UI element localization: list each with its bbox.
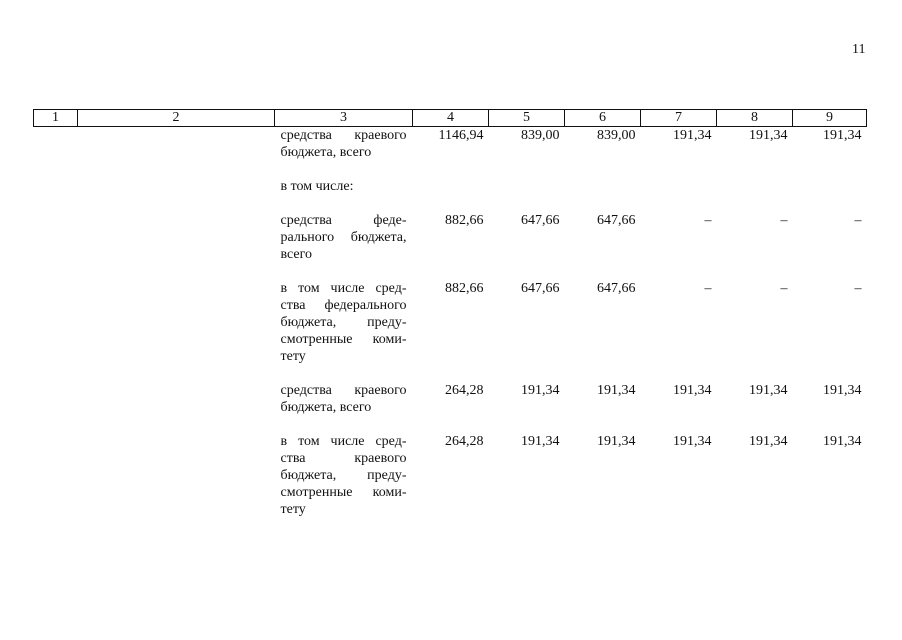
spacer-cell (641, 263, 717, 280)
header-cell-3: 3 (275, 110, 413, 127)
spacer-cell (78, 263, 275, 280)
description-line: бюджета, преду- (280, 315, 407, 330)
description-line: средства феде- (280, 213, 407, 228)
spacer-cell (717, 161, 793, 178)
value-cell-col-9: – (854, 213, 862, 228)
value-cell-col-6 (565, 178, 641, 195)
spacer-cell (489, 195, 565, 212)
description-line: средства краевого (280, 128, 407, 143)
spacer-cell (413, 161, 489, 178)
spacer-cell (34, 263, 78, 280)
spacer-cell (717, 365, 793, 382)
value-cell-col-9 (793, 178, 867, 195)
value-cell-col-8: 191,34 (749, 383, 788, 398)
value-cell-col-5: 647,66 (521, 281, 560, 296)
spacer-cell (34, 365, 78, 382)
row-description (275, 382, 413, 416)
value-cell-col-7: 191,34 (673, 434, 712, 449)
table-row (34, 382, 867, 416)
spacer-cell (793, 416, 867, 433)
spacer-cell (489, 161, 565, 178)
spacer-cell (565, 263, 641, 280)
description-line: в том числе сред- (280, 434, 407, 449)
description-line: бюджета, всего (280, 145, 372, 160)
spacer-cell (641, 365, 717, 382)
spacer-cell (641, 161, 717, 178)
value-cell-col-4: 882,66 (445, 213, 484, 228)
value-cell-col-8: 191,34 (749, 434, 788, 449)
value-cell-col-4: 264,28 (445, 383, 484, 398)
value-cell-col-5: 839,00 (521, 128, 560, 143)
row-spacer (34, 263, 867, 280)
description-line: в том числе: (280, 179, 354, 194)
spacer-cell (793, 365, 867, 382)
table-row (34, 127, 867, 162)
value-cell-col-5: 191,34 (521, 383, 560, 398)
value-cell-col-8: 191,34 (749, 128, 788, 143)
spacer-cell (641, 195, 717, 212)
value-cell-col-5: 191,34 (521, 434, 560, 449)
row-description (275, 178, 413, 195)
empty-cell (78, 127, 275, 162)
value-cell-col-6: 647,66 (597, 213, 636, 228)
value-cell-col-6: 647,66 (597, 281, 636, 296)
row-description (275, 280, 413, 365)
spacer-cell (34, 195, 78, 212)
value-cell-col-4 (413, 178, 489, 195)
value-cell-col-7: – (704, 281, 712, 296)
description-line: смотренные коми- (280, 332, 407, 347)
spacer-cell (793, 263, 867, 280)
value-cell-col-4: 264,28 (445, 434, 484, 449)
header-cell-1: 1 (34, 110, 78, 127)
value-cell-col-8 (717, 178, 793, 195)
header-cell-9: 9 (793, 110, 867, 127)
page-number: 11 (852, 42, 866, 57)
empty-cell (78, 382, 275, 416)
description-line: тету (280, 502, 306, 517)
spacer-cell (275, 416, 413, 433)
row-description (275, 127, 413, 162)
header-cell-5: 5 (489, 110, 565, 127)
value-cell-col-4: 882,66 (445, 281, 484, 296)
spacer-cell (413, 416, 489, 433)
value-cell-col-8: – (780, 213, 788, 228)
empty-cell (78, 212, 275, 263)
header-cell-2: 2 (78, 110, 275, 127)
empty-cell (34, 178, 78, 195)
spacer-cell (78, 416, 275, 433)
value-cell-col-5: 647,66 (521, 213, 560, 228)
description-line: ства краевого (280, 451, 407, 466)
empty-cell (34, 280, 78, 365)
header-cell-6: 6 (565, 110, 641, 127)
row-spacer (34, 195, 867, 212)
spacer-cell (717, 416, 793, 433)
spacer-cell (717, 195, 793, 212)
header-cell-4: 4 (413, 110, 489, 127)
header-cell-7: 7 (641, 110, 717, 127)
spacer-cell (413, 195, 489, 212)
description-line: бюджета, преду- (280, 468, 407, 483)
value-cell-col-7: 191,34 (673, 383, 712, 398)
value-cell-col-7 (641, 178, 717, 195)
row-description (275, 433, 413, 518)
description-line: средства краевого (280, 383, 407, 398)
spacer-cell (717, 263, 793, 280)
header-cell-8: 8 (717, 110, 793, 127)
value-cell-col-9: 191,34 (823, 128, 862, 143)
spacer-cell (275, 365, 413, 382)
spacer-cell (275, 161, 413, 178)
spacer-cell (565, 365, 641, 382)
table-row (34, 178, 867, 195)
empty-cell (34, 212, 78, 263)
row-description (275, 212, 413, 263)
spacer-cell (34, 161, 78, 178)
budget-table (33, 109, 867, 518)
description-line: всего (280, 247, 313, 262)
empty-cell (78, 433, 275, 518)
table-row (34, 433, 867, 518)
value-cell-col-6: 191,34 (597, 383, 636, 398)
spacer-cell (413, 365, 489, 382)
spacer-cell (78, 365, 275, 382)
value-cell-col-5 (489, 178, 565, 195)
table-row (34, 280, 867, 365)
empty-cell (34, 382, 78, 416)
spacer-cell (565, 161, 641, 178)
value-cell-col-9: 191,34 (823, 383, 862, 398)
value-cell-col-9: – (854, 281, 862, 296)
spacer-cell (641, 416, 717, 433)
empty-cell (34, 433, 78, 518)
value-cell-col-7: – (704, 213, 712, 228)
empty-cell (78, 178, 275, 195)
value-cell-col-7: 191,34 (673, 128, 712, 143)
value-cell-col-9: 191,34 (823, 434, 862, 449)
spacer-cell (78, 195, 275, 212)
value-cell-col-8: – (780, 281, 788, 296)
description-line: смотренные коми- (280, 485, 407, 500)
spacer-cell (489, 416, 565, 433)
spacer-cell (34, 416, 78, 433)
spacer-cell (78, 161, 275, 178)
header-row (34, 110, 867, 127)
description-line: рального бюджета, (280, 230, 407, 245)
spacer-cell (565, 416, 641, 433)
spacer-cell (275, 195, 413, 212)
row-spacer (34, 365, 867, 382)
description-line: в том числе сред- (280, 281, 407, 296)
spacer-cell (793, 161, 867, 178)
row-spacer (34, 416, 867, 433)
value-cell-col-4: 1146,94 (438, 128, 484, 143)
row-spacer (34, 161, 867, 178)
empty-cell (34, 127, 78, 162)
spacer-cell (275, 263, 413, 280)
value-cell-col-6: 191,34 (597, 434, 636, 449)
description-line: бюджета, всего (280, 400, 372, 415)
spacer-cell (489, 365, 565, 382)
spacer-cell (565, 195, 641, 212)
description-line: тету (280, 349, 306, 364)
value-cell-col-6: 839,00 (597, 128, 636, 143)
spacer-cell (413, 263, 489, 280)
empty-cell (78, 280, 275, 365)
description-line: ства федерального (280, 298, 407, 313)
spacer-cell (793, 195, 867, 212)
spacer-cell (489, 263, 565, 280)
table-row (34, 212, 867, 263)
